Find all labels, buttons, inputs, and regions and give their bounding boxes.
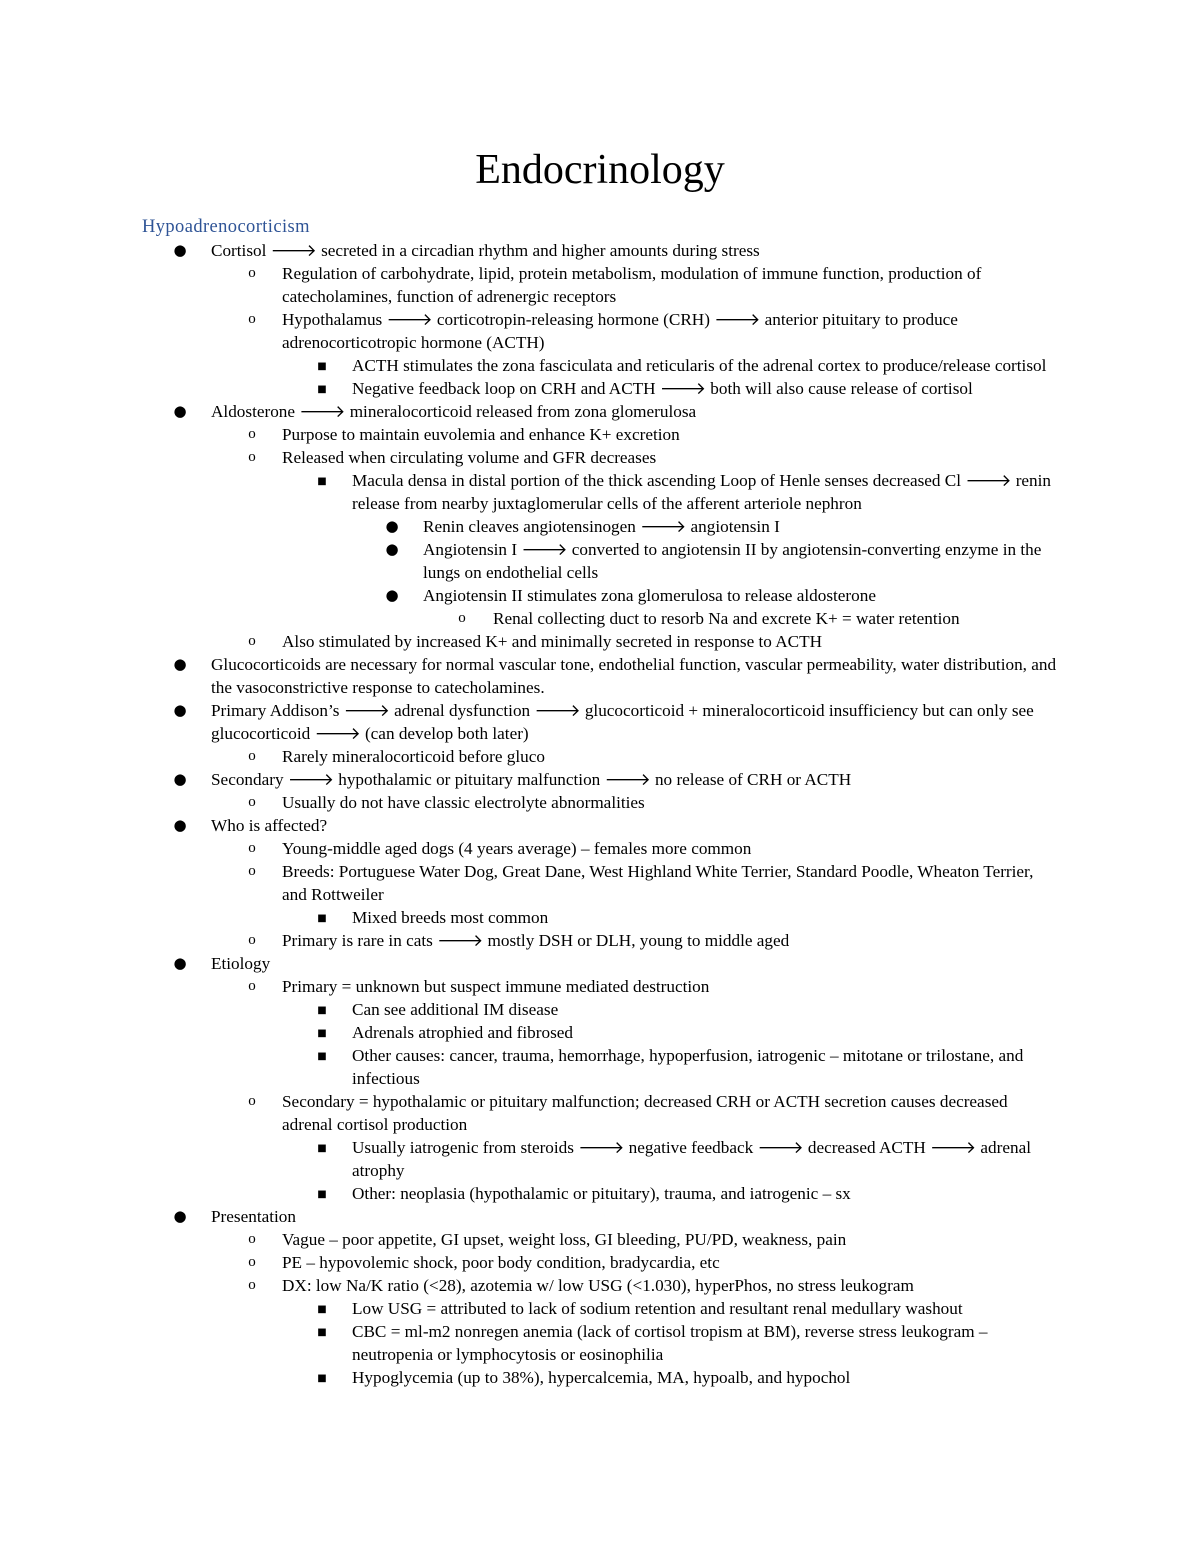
bullet-icon: o — [248, 863, 256, 879]
outline-item-level-3 — [317, 1021, 1060, 1044]
outline-item-level-3 — [317, 1320, 1060, 1366]
outline-item-level-4 — [385, 515, 1060, 538]
outline-list — [0, 239, 1200, 1389]
outline-item-text: Other: neoplasia (hypothalamic or pituitary), trauma, and iatrogenic – sx — [352, 1184, 851, 1203]
outline-item-text: Etiology — [211, 954, 271, 973]
outline-item-text: Primary is rare in cats 🡒 mostly DSH or DLH, young to middle aged — [282, 931, 790, 950]
outline-item-level-3 — [317, 469, 1060, 515]
outline-item-text: Macula densa in distal portion of the thick ascending Loop of Henle senses decreased Cl 🡒 renin release from nearby juxtaglomerular cells of the afferent arteriole nephron — [352, 471, 1052, 513]
outline-item-text: DX: low Na/K ratio (<28), azotemia w/ low USG (<1.030), hyperPhos, no stress leukogram — [282, 1276, 914, 1295]
bullet-icon: ● — [385, 586, 399, 604]
outline-item-level-1 — [173, 952, 1060, 975]
outline-item-text: Purpose to maintain euvolemia and enhance K+ excretion — [282, 425, 680, 444]
outline-item-level-2 — [248, 975, 1060, 998]
outline-item-text: Aldosterone 🡒 mineralocorticoid released from zona glomerulosa — [211, 402, 697, 421]
outline-item-level-2 — [248, 423, 1060, 446]
outline-item-text: Usually iatrogenic from steroids 🡒 negative feedback 🡒 decreased ACTH 🡒 adrenal atrophy — [352, 1138, 1031, 1180]
bullet-icon: ■ — [317, 384, 327, 395]
outline-item-level-1 — [173, 1205, 1060, 1228]
outline-item-level-1 — [173, 768, 1060, 791]
outline-item-level-1 — [173, 239, 1060, 262]
bullet-icon: o — [248, 840, 256, 856]
outline-item-text: Adrenals atrophied and fibrosed — [352, 1023, 573, 1042]
outline-item-level-2 — [248, 1251, 1060, 1274]
outline-item-text: Renal collecting duct to resorb Na and excrete K+ = water retention — [493, 609, 960, 628]
outline-item-text: Angiotensin II stimulates zona glomerulosa to release aldosterone — [423, 586, 876, 605]
outline-item-text: ACTH stimulates the zona fasciculata and reticularis of the adrenal cortex to produce/release cortisol — [352, 356, 1047, 375]
outline-item-level-3 — [317, 1366, 1060, 1389]
outline-item-text: Presentation — [211, 1207, 296, 1226]
outline-item-level-2 — [248, 446, 1060, 469]
bullet-icon: ■ — [317, 1143, 327, 1154]
bullet-icon: ■ — [317, 476, 327, 487]
outline-item-text: Released when circulating volume and GFR decreases — [282, 448, 657, 467]
bullet-icon: o — [248, 748, 256, 764]
outline-item-level-2 — [248, 860, 1060, 906]
document-title: Endocrinology — [475, 147, 725, 193]
bullet-icon: ■ — [317, 1304, 327, 1315]
outline-item-text: Vague – poor appetite, GI upset, weight loss, GI bleeding, PU/PD, weakness, pain — [282, 1230, 847, 1249]
outline-item-text: Can see additional IM disease — [352, 1000, 559, 1019]
outline-item-text: Other causes: cancer, trauma, hemorrhage, hypoperfusion, iatrogenic – mitotane or trilostane, and infectious — [352, 1046, 1024, 1088]
outline-item-text: PE – hypovolemic shock, poor body condition, bradycardia, etc — [282, 1253, 720, 1272]
bullet-icon: o — [248, 1254, 256, 1270]
bullet-icon: ● — [173, 241, 187, 259]
outline-item-text: Mixed breeds most common — [352, 908, 549, 927]
outline-item-level-2 — [248, 929, 1060, 952]
bullet-icon: ■ — [317, 361, 327, 372]
outline-item-text: Secondary 🡒 hypothalamic or pituitary malfunction 🡒 no release of CRH or ACTH — [211, 770, 852, 789]
bullet-icon: ● — [385, 517, 399, 535]
bullet-icon: ● — [173, 770, 187, 788]
outline-item-text: Primary Addison’s 🡒 adrenal dysfunction 🡒 glucocorticoid + mineralocorticoid insufficiency but can only see glucocorticoid 🡒 (can develop both later) — [211, 701, 1034, 743]
outline-item-text: Who is affected? — [211, 816, 328, 835]
outline-item-level-1 — [173, 400, 1060, 423]
outline-item-text: CBC = ml-m2 nonregen anemia (lack of cortisol tropism at BM), reverse stress leukogram – neutropenia or lymphocytosis or eosinophilia — [352, 1322, 988, 1364]
bullet-icon: ■ — [317, 1005, 327, 1016]
bullet-icon: ● — [173, 954, 187, 972]
outline-item-text: Secondary = hypothalamic or pituitary malfunction; decreased CRH or ACTH secretion causes decreased adrenal cortisol production — [282, 1092, 1008, 1134]
bullet-icon: ● — [173, 816, 187, 834]
outline-item-text: Rarely mineralocorticoid before gluco — [282, 747, 545, 766]
bullet-icon: ● — [173, 402, 187, 420]
outline-item-text: Regulation of carbohydrate, lipid, protein metabolism, modulation of immune function, production of catecholamines, function of adrenergic receptors — [282, 264, 982, 306]
bullet-icon: o — [248, 449, 256, 465]
outline-item-level-3 — [317, 1044, 1060, 1090]
outline-item-level-3 — [317, 998, 1060, 1021]
outline-item-text: Angiotensin I 🡒 converted to angiotensin II by angiotensin-converting enzyme in the lungs on endothelial cells — [423, 540, 1042, 582]
bullet-icon: ■ — [317, 1373, 327, 1384]
outline-item-level-2 — [248, 308, 1060, 354]
outline-item-level-3 — [317, 377, 1060, 400]
outline-item-level-2 — [248, 837, 1060, 860]
bullet-icon: o — [248, 1277, 256, 1293]
section-heading: Hypoadrenocorticism — [142, 217, 310, 237]
bullet-icon: ■ — [317, 1051, 327, 1062]
outline-item-text: Also stimulated by increased K+ and minimally secreted in response to ACTH — [282, 632, 823, 651]
outline-item-level-4 — [385, 538, 1060, 584]
outline-item-level-3 — [317, 354, 1060, 377]
outline-item-level-2 — [248, 1228, 1060, 1251]
outline-item-text: Cortisol 🡒 secreted in a circadian rhythm and higher amounts during stress — [211, 241, 760, 260]
bullet-icon: ● — [173, 655, 187, 673]
bullet-icon: o — [248, 311, 256, 327]
outline-item-level-5 — [458, 607, 1060, 630]
bullet-icon: o — [248, 1231, 256, 1247]
outline-item-level-2 — [248, 1090, 1060, 1136]
bullet-icon: o — [248, 633, 256, 649]
outline-item-text: Low USG = attributed to lack of sodium retention and resultant renal medullary washout — [352, 1299, 963, 1318]
outline-item-text: Negative feedback loop on CRH and ACTH 🡒 both will also cause release of cortisol — [352, 379, 973, 398]
outline-item-level-3 — [317, 1297, 1060, 1320]
bullet-icon: o — [248, 794, 256, 810]
outline-item-level-1 — [173, 699, 1060, 745]
outline-item-text: Hypoglycemia (up to 38%), hypercalcemia, MA, hypoalb, and hypochol — [352, 1368, 851, 1387]
outline-item-text: Renin cleaves angiotensinogen 🡒 angiotensin I — [423, 517, 780, 536]
outline-item-level-2 — [248, 262, 1060, 308]
outline-item-text: Hypothalamus 🡒 corticotropin-releasing hormone (CRH) 🡒 anterior pituitary to produce adrenocorticotropic hormone (ACTH) — [282, 310, 958, 352]
outline-item-level-1 — [173, 814, 1060, 837]
outline-item-level-1 — [173, 653, 1060, 699]
outline-item-text: Breeds: Portuguese Water Dog, Great Dane, West Highland White Terrier, Standard Poodle, Wheaton Terrier, and Rottweiler — [282, 862, 1034, 904]
outline-item-text: Usually do not have classic electrolyte abnormalities — [282, 793, 645, 812]
outline-item-level-3 — [317, 906, 1060, 929]
bullet-icon: ■ — [317, 1028, 327, 1039]
bullet-icon: ■ — [317, 1189, 327, 1200]
bullet-icon: ■ — [317, 913, 327, 924]
outline-item-level-2 — [248, 630, 1060, 653]
outline-item-text: Primary = unknown but suspect immune mediated destruction — [282, 977, 710, 996]
bullet-icon: ■ — [317, 1327, 327, 1338]
bullet-icon: ● — [173, 701, 187, 719]
outline-item-text: Glucocorticoids are necessary for normal vascular tone, endothelial function, vascular permeability, water distribution, and the vasoconstrictive response to catecholamines. — [211, 655, 1057, 697]
outline-item-level-2 — [248, 1274, 1060, 1297]
bullet-icon: o — [248, 426, 256, 442]
bullet-icon: ● — [385, 540, 399, 558]
outline-item-level-4 — [385, 584, 1060, 607]
outline-item-level-3 — [317, 1136, 1060, 1182]
bullet-icon: o — [458, 610, 466, 626]
bullet-icon: o — [248, 265, 256, 281]
outline-item-level-2 — [248, 745, 1060, 768]
outline-item-level-2 — [248, 791, 1060, 814]
bullet-icon: o — [248, 1093, 256, 1109]
bullet-icon: o — [248, 932, 256, 948]
outline-item-text: Young-middle aged dogs (4 years average) – females more common — [282, 839, 752, 858]
outline-item-level-3 — [317, 1182, 1060, 1205]
bullet-icon: ● — [173, 1207, 187, 1225]
bullet-icon: o — [248, 978, 256, 994]
